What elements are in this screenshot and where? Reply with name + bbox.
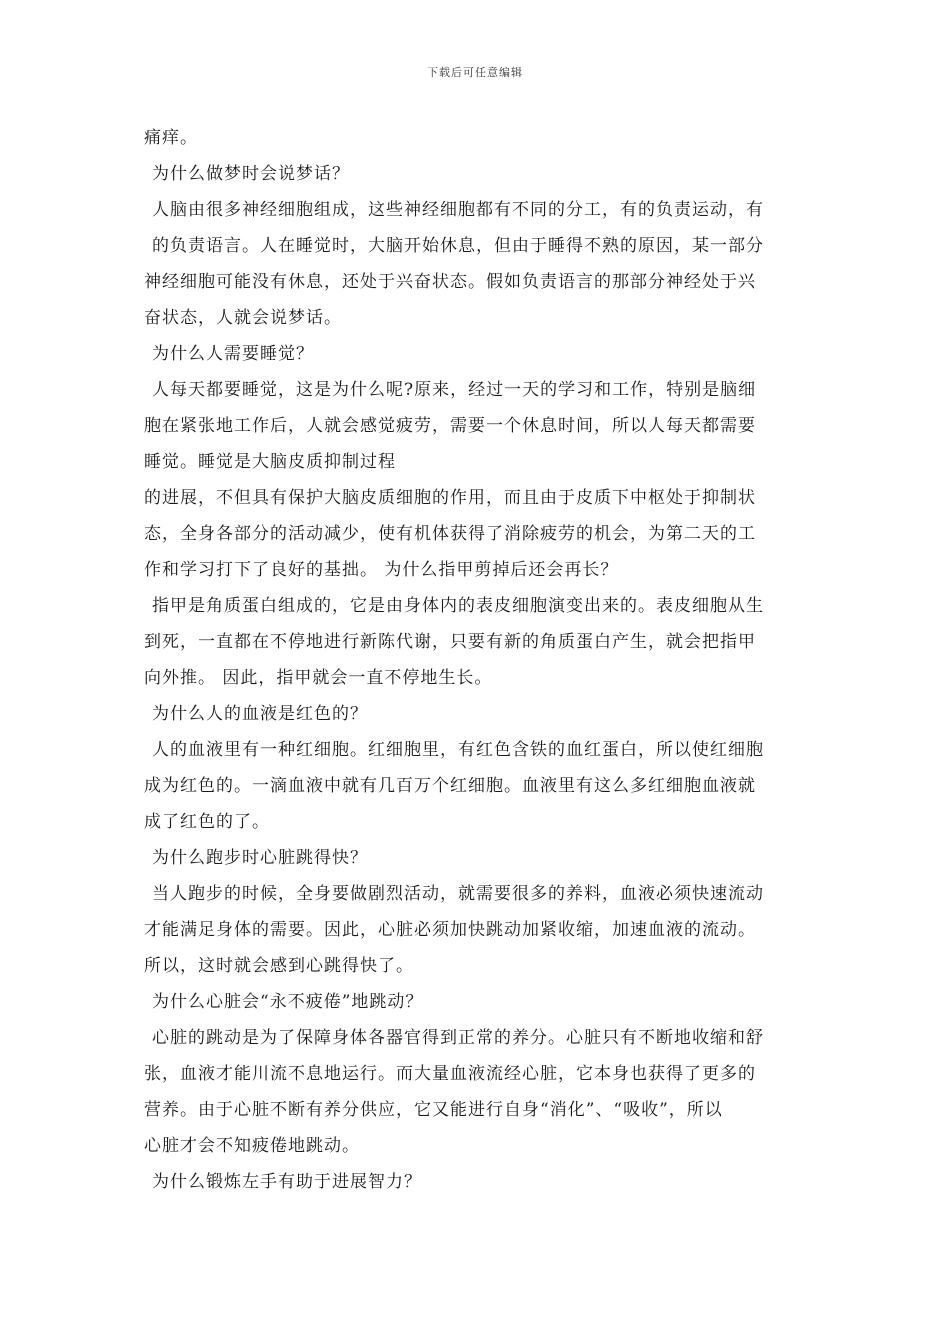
text-line: 指甲是角质蛋白组成的，它是由身体内的表皮细胞演变出来的。表皮细胞从生 <box>152 596 764 616</box>
question-heading: 为什么人的血液是红色的？ <box>152 704 368 724</box>
text-line: 向外推。 因此，指甲就会一直不停地生长。 <box>144 668 493 688</box>
question-heading: 为什么锻炼左手有助于进展智力？ <box>152 1172 422 1192</box>
question-heading: 为什么做梦时会说梦话？ <box>152 164 350 184</box>
text-line: 态，全身各部分的活动减少，使有机体获得了消除疲劳的机会，为第二天的工 <box>144 524 756 544</box>
question-heading: 为什么心脏会“永不疲倦”地跳动？ <box>152 992 424 1012</box>
text-line: 人每天都要睡觉，这是为什么呢?原来，经过一天的学习和工作，特别是脑细 <box>152 380 757 400</box>
text-line: 的负责语言。人在睡觉时，大脑开始休息，但由于睡得不熟的原因，某一部分 <box>152 236 764 256</box>
text-line: 心脏才会不知疲倦地跳动。 <box>144 1136 360 1156</box>
text-line: 到死，一直都在不停地进行新陈代谢，只要有新的角质蛋白产生，就会把指甲 <box>144 632 756 652</box>
text-line: 奋状态，人就会说梦话。 <box>144 308 342 328</box>
question-heading: 为什么跑步时心脏跳得快？ <box>152 848 368 868</box>
text-line: 才能满足身体的需要。因此，心脏必须加快跳动加紧收缩，加速血液的流动。 <box>144 920 756 940</box>
text-line: 胞在紧张地工作后，人就会感觉疲劳，需要一个休息时间，所以人每天都需要 <box>144 416 756 436</box>
document-body <box>144 120 814 1200</box>
text-line: 人的血液里有一种红细胞。红细胞里，有红色含铁的血红蛋白，所以使红细胞 <box>152 740 764 760</box>
text-line: 当人跑步的时候，全身要做剧烈活动，就需要很多的养料，血液必须快速流动 <box>152 884 764 904</box>
text-line: 张，血液才能川流不息地运行。而大量血液流经心脏，它本身也获得了更多的 <box>144 1064 756 1084</box>
text-line: 营养。由于心脏不断有养分供应，它又能进行自身“消化”、“吸收”，所以 <box>144 1100 723 1120</box>
page-header: 下载后可任意编辑 <box>427 66 523 79</box>
text-line: 的进展，不但具有保护大脑皮质细胞的作用，而且由于皮质下中枢处于抑制状 <box>144 488 756 508</box>
text-line: 心脏的跳动是为了保障身体各器官得到正常的养分。心脏只有不断地收缩和舒 <box>152 1028 764 1048</box>
text-line: 成为红色的。一滴血液中就有几百万个红细胞。血液里有这么多红细胞血液就 <box>144 776 756 796</box>
text-line: 成了红色的了。 <box>144 812 270 832</box>
text-line: 痛痒。 <box>144 128 198 148</box>
text-line: 睡觉。睡觉是大脑皮质抑制过程 <box>144 452 396 472</box>
text-line: 神经细胞可能没有休息，还处于兴奋状态。假如负责语言的那部分神经处于兴 <box>144 272 756 292</box>
text-line: 作和学习打下了良好的基拙。 为什么指甲剪掉后还会再长？ <box>144 560 619 580</box>
text-line: 人脑由很多神经细胞组成，这些神经细胞都有不同的分工，有的负责运动，有 <box>152 200 764 220</box>
question-heading: 为什么人需要睡觉？ <box>152 344 314 364</box>
text-line: 所以，这时就会感到心跳得快了。 <box>144 956 414 976</box>
